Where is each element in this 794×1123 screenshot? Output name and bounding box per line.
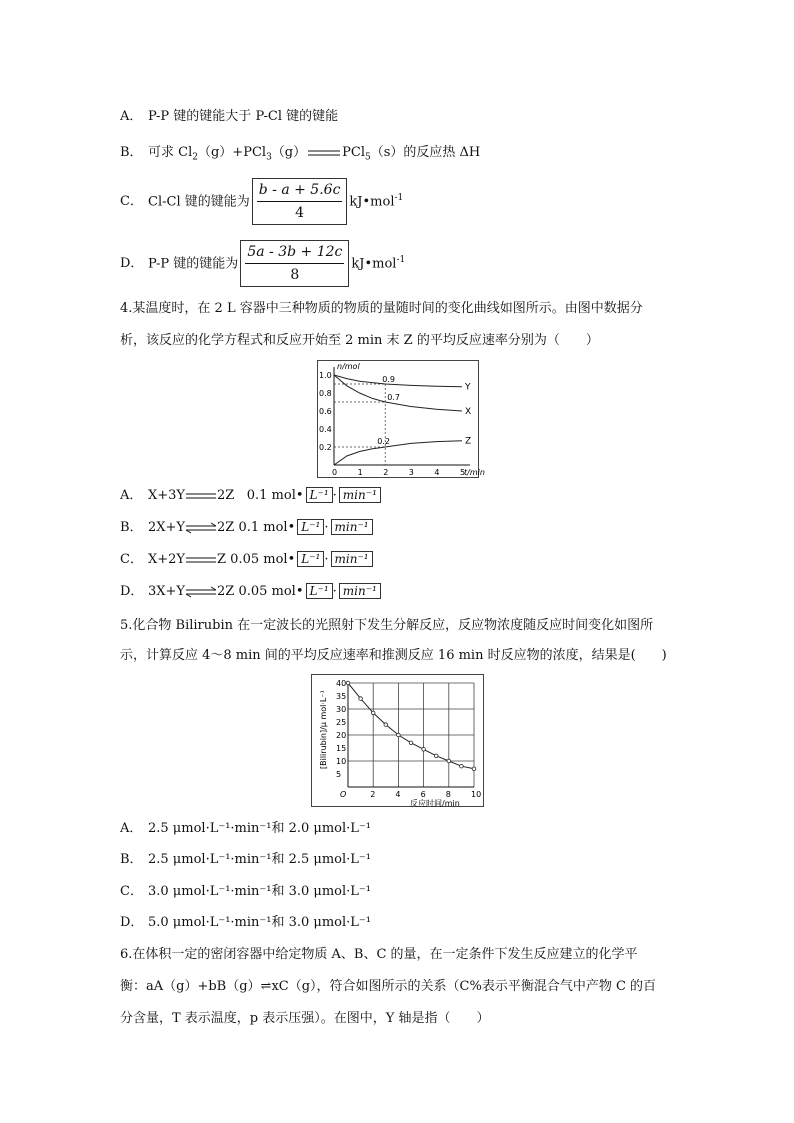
data-point <box>346 681 350 685</box>
y-tick-label: 30 <box>336 705 347 714</box>
option-text-part: （g） <box>271 145 307 160</box>
series-line-bilirubin <box>348 683 474 769</box>
q5-stem-line-1: 5.化合物 Bilirubin 在一定波长的光照射下发生分解反应，反应物浓度随反应时间变化如图所 <box>120 618 654 633</box>
bilirubin-chart-svg <box>312 675 483 806</box>
q4-option-b <box>120 519 373 537</box>
x-tick-label: 2 <box>383 468 389 477</box>
unit-dot: · <box>332 488 337 503</box>
x-tick-label: 0 <box>332 468 338 477</box>
unit-dot: · <box>332 584 337 599</box>
option-text: 2.5 μmol·L⁻¹·min⁻¹和 2.5 μmol·L⁻¹ <box>148 852 372 867</box>
option-text-part: PCl <box>342 145 365 160</box>
option-letter: C． <box>120 884 143 899</box>
subscript: 2 <box>192 152 198 163</box>
reversible-arrow-icon <box>185 587 217 597</box>
data-point <box>434 754 438 758</box>
equals-arrow-icon <box>185 555 217 565</box>
data-annotation: 0.9 <box>382 375 395 384</box>
data-annotation: 0.7 <box>387 393 400 402</box>
q5-option-b <box>120 851 371 869</box>
series-label-y: Y <box>465 382 471 393</box>
q5-option-c <box>120 883 371 901</box>
option-letter: B． <box>120 852 143 867</box>
fraction <box>240 240 349 287</box>
y-axis-label: [Bilirubin]/μ mol·L⁻¹ <box>319 690 328 769</box>
subscript: 3 <box>266 152 272 163</box>
y-tick-label: 40 <box>336 679 347 688</box>
rate-text: 0.1 mol• <box>246 488 304 503</box>
data-point <box>460 764 464 768</box>
equation-reactants: X+2Y <box>148 552 186 567</box>
unit-box: L⁻¹ <box>306 583 333 599</box>
unit-box: min⁻¹ <box>331 519 373 535</box>
q3-option-b <box>120 144 480 167</box>
equation-products: 2Z <box>217 488 235 503</box>
q3-option-c <box>120 178 403 225</box>
origin-label: O <box>340 790 347 799</box>
fraction-denominator: 8 <box>290 267 300 284</box>
fraction-denominator: 4 <box>295 205 305 222</box>
option-letter: A． <box>120 109 143 124</box>
superscript: -1 <box>396 255 406 265</box>
option-letter: D． <box>120 915 144 930</box>
data-point <box>359 697 363 701</box>
x-tick-label: 1 <box>357 468 363 477</box>
equals-arrow-icon <box>306 148 342 158</box>
option-letter: D． <box>120 584 144 599</box>
y-tick-label: 1.0 <box>319 371 332 380</box>
option-letter: D． <box>120 256 144 272</box>
data-point <box>397 733 401 737</box>
option-text-part: （g）+PCl <box>197 145 267 160</box>
unit-dot: · <box>324 520 329 535</box>
x-tick-label: 3 <box>408 468 414 477</box>
equation-reactants: 3X+Y <box>148 584 186 599</box>
unit-box: min⁻¹ <box>339 487 381 503</box>
q3-option-a <box>120 108 338 126</box>
y-tick-label: 0.2 <box>319 443 332 452</box>
data-point <box>472 767 476 771</box>
option-letter: C． <box>120 194 143 210</box>
fraction <box>252 178 348 225</box>
option-text-part: 可求 Cl <box>148 145 193 160</box>
x-axis-label: t/min <box>464 468 485 477</box>
data-point <box>371 711 375 715</box>
y-tick-label: 0.4 <box>319 425 332 434</box>
mol-time-chart-svg <box>318 361 485 477</box>
q5-stem-line-2: 示，计算反应 4～8 min 间的平均反应速率和推测反应 16 min 时反应物的浓度，结果是( ) <box>120 648 667 663</box>
option-letter: A． <box>120 821 143 836</box>
q3-option-d <box>120 240 405 287</box>
unit-box: L⁻¹ <box>297 551 324 567</box>
option-text: 3.0 μmol·L⁻¹·min⁻¹和 3.0 μmol·L⁻¹ <box>148 884 372 899</box>
fraction-numerator: b - a + 5.6c <box>257 181 343 202</box>
x-tick-label: 6 <box>420 790 426 799</box>
unit-box: min⁻¹ <box>331 551 373 567</box>
q4-option-c <box>120 551 373 569</box>
option-text-part: （s）的反应热 ΔH <box>370 145 481 160</box>
option-letter: B． <box>120 520 143 535</box>
unit-box: min⁻¹ <box>339 583 381 599</box>
equation-reactants: X+3Y <box>148 488 186 503</box>
q4-option-a <box>120 487 381 505</box>
data-point <box>409 741 413 745</box>
q4-stem-line-2: 析，该反应的化学方程式和反应开始至 2 min 末 Z 的平均反应速率分别为（ ） <box>120 333 599 348</box>
q6-stem-line-2: 衡：aA（g）+bB（g）⇌xC（g），符合如图所示的关系（C%表示平衡混合气中产物 C 的百 <box>120 979 657 994</box>
data-point <box>447 759 451 763</box>
equals-arrow-icon <box>185 491 217 501</box>
option-text: 5.0 μmol·L⁻¹·min⁻¹和 3.0 μmol·L⁻¹ <box>148 915 372 930</box>
y-tick-label: 15 <box>336 744 347 753</box>
bilirubin-chart <box>311 674 484 807</box>
option-text-part: Cl-Cl 键的键能为 <box>148 194 250 210</box>
y-tick-label: 35 <box>336 692 347 701</box>
option-letter: B． <box>120 145 143 160</box>
x-axis-label: 反应时间/min <box>410 799 460 808</box>
option-letter: C． <box>120 552 143 567</box>
series-line-y <box>334 375 462 387</box>
x-tick-label: 4 <box>395 790 401 799</box>
equation-products: 2Z 0.1 mol• <box>217 520 296 535</box>
unit-text: kJ•mol <box>351 256 397 272</box>
series-line-z <box>334 441 462 465</box>
equation-products: 2Z 0.05 mol• <box>217 584 304 599</box>
y-tick-label: 25 <box>336 718 347 727</box>
data-point <box>422 748 426 752</box>
equation-reactants: 2X+Y <box>148 520 186 535</box>
unit-box: L⁻¹ <box>306 487 333 503</box>
unit-text: kJ•mol <box>349 194 395 210</box>
x-tick-label: 5 <box>460 468 466 477</box>
y-tick-label: 0.8 <box>319 389 332 398</box>
option-text: 2.5 μmol·L⁻¹·min⁻¹和 2.0 μmol·L⁻¹ <box>148 821 372 836</box>
option-text-part: P-P 键的键能为 <box>148 256 239 272</box>
q4-stem-line-1: 4.某温度时，在 2 L 容器中三种物质的物质的量随时间的变化曲线如图所示。由图中数据分 <box>120 301 643 316</box>
subscript: 5 <box>364 152 371 163</box>
x-tick-label: 2 <box>370 790 376 799</box>
fraction-numerator: 5a - 3b + 12c <box>245 243 344 264</box>
y-tick-label: 5 <box>336 770 342 779</box>
reversible-arrow-icon <box>185 523 217 533</box>
q6-stem-line-1: 6.在体积一定的密闭容器中给定物质 A、B、C 的量，在一定条件下发生反应建立的化学平 <box>120 947 638 962</box>
y-tick-label: 20 <box>336 731 347 740</box>
y-tick-label: 0.6 <box>319 407 332 416</box>
y-axis-label: n/mol <box>337 362 360 371</box>
y-tick-label: 10 <box>336 757 347 766</box>
data-annotation: 0.2 <box>377 437 390 446</box>
series-label-x: X <box>465 407 472 417</box>
superscript: -1 <box>394 193 404 203</box>
x-tick-label: 8 <box>445 790 451 799</box>
mol-time-chart <box>317 360 485 478</box>
q4-option-d <box>120 583 381 601</box>
q6-stem-line-3: 分含量，T 表示温度，p 表示压强）。在图中，Y 轴是指（ ） <box>120 1011 490 1026</box>
unit-dot: · <box>324 552 329 567</box>
q5-option-d <box>120 914 371 932</box>
unit-box: L⁻¹ <box>297 519 324 535</box>
option-letter: A． <box>120 488 143 503</box>
option-text: P-P 键的键能大于 P-Cl 键的键能 <box>148 109 339 124</box>
x-tick-label: 10 <box>471 790 482 799</box>
x-tick-label: 4 <box>434 468 440 477</box>
data-point <box>384 723 388 727</box>
equation-products: Z 0.05 mol• <box>217 552 296 567</box>
q5-option-a <box>120 820 371 838</box>
series-label-z: Z <box>465 436 472 447</box>
